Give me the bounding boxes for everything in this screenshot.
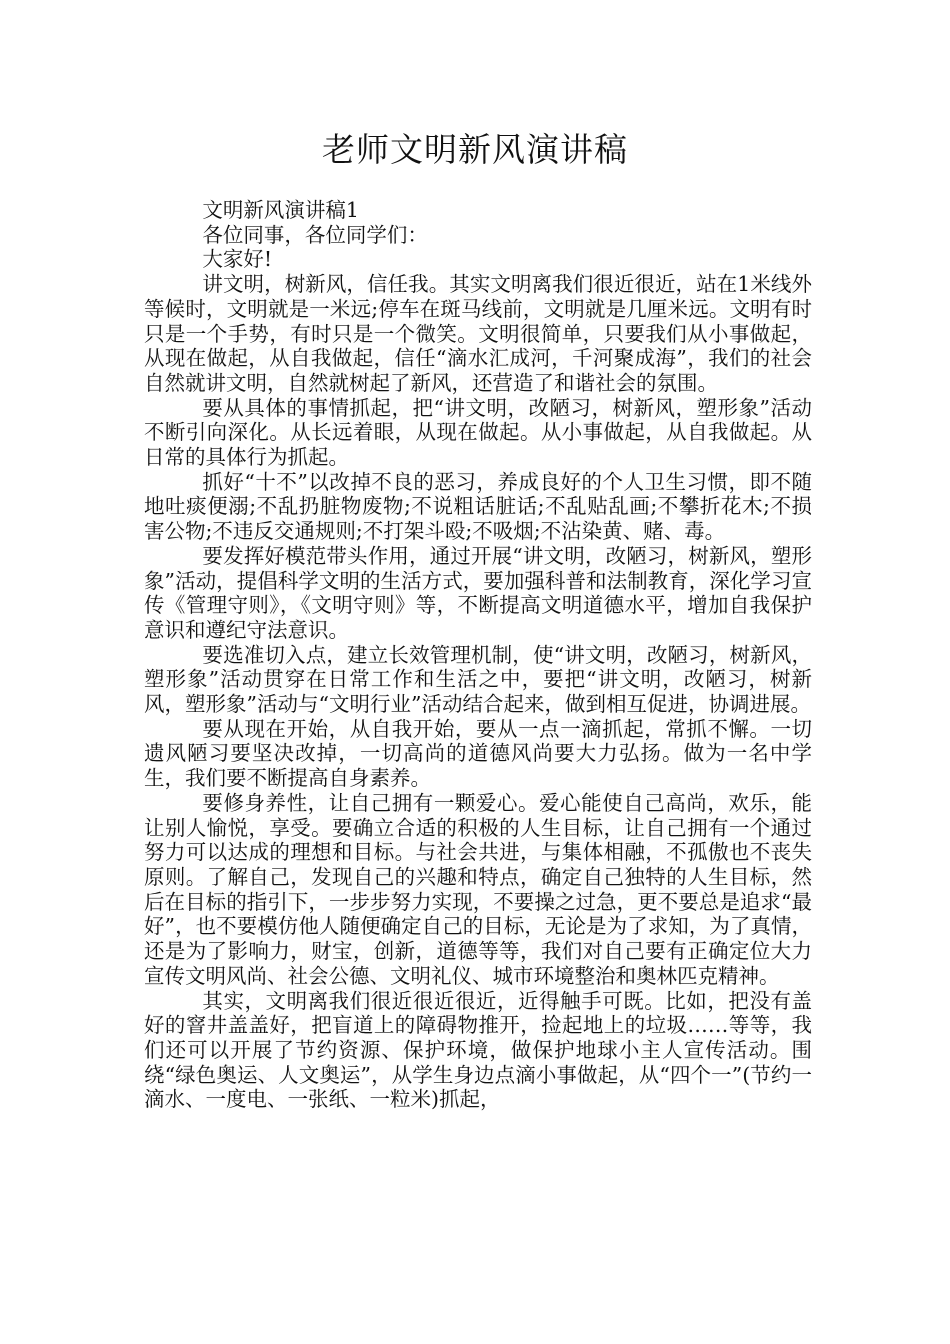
paragraph: 大家好! — [202, 247, 273, 272]
document-title: 老师文明新风演讲稿 — [322, 130, 628, 169]
paragraph: 讲文明，树新风，信任我。其实文明离我们很近很近，站在1米线外等候时，文明就是一米远;停车在斑马线前，文明就是几厘米远。文明有时只是一个手势，有时只是一个微笑。文明很简单，只要我们从小事做起，从现在做起，从自我做起，信任“滴水汇成河，千河聚成海”，我们的社会自然就讲文明，自然就树起了新风，还营造了和谐社会的氛围。 — [144, 272, 812, 395]
paragraph: 其实，文明离我们很近很近很近，近得触手可既。比如，把没有盖好的窨井盖盖好，把盲道上的障碍物推开，捡起地上的垃圾……等等，我们还可以开展了节约资源、保护环境，做保护地球小主人宣传活动。围绕“绿色奥运、人文奥运”，从学生身边点滴小事做起，从“四个一”(节约一滴水、一度电、一张纸、一粒米)抓起， — [144, 988, 812, 1112]
paragraph: 要发挥好模范带头作用，通过开展“讲文明，改陋习，树新风，塑形象”活动，提倡科学文明的生活方式，要加强科普和法制教育，深化学习宣传《管理守则》，《文明守则》等，不断提高文明道德水平，增加自我保护意识和遵纪守法意识。 — [144, 543, 812, 642]
paragraph: 要修身养性，让自己拥有一颗爱心。爱心能使自己高尚，欢乐，能让别人愉悦，享受。要确立合适的积极的人生目标，让自己拥有一个通过努力可以达成的理想和目标。与社会共进，与集体相融，不孤傲也不丧失原则。了解自己，发现自己的兴趣和特点，确定自己独特的人生目标，然后在目标的指引下，一步步努力实现，不要操之过急，更不要总是追求“最好”，也不要模仿他人随便确定自己的目标，无论是为了求知，为了真情，还是为了影响力，财宝，创新，道德等等，我们对自己要有正确定位大力宣传文明风尚、社会公德、文明礼仪、城市环境整治和奥林匹克精神。 — [144, 790, 812, 988]
paragraph: 要从现在开始，从自我开始，要从一点一滴抓起，常抓不懈。一切遗风陋习要坚决改掉，一切高尚的道德风尚要大力弘扬。做为一名中学生，我们要不断提高自身素养。 — [144, 716, 812, 791]
paragraph: 抓好“十不”以改掉不良的恶习，养成良好的个人卫生习惯，即不随地吐痰便溺;不乱扔脏物废物;不说粗话脏话;不乱贴乱画;不攀折花木;不损害公物;不违反交通规则;不打架斗殴;不吸烟;不沾染黄、赌、毒。 — [144, 469, 812, 544]
paragraph: 要从具体的事情抓起，把“讲文明，改陋习，树新风，塑形象”活动不断引向深化。从长远着眼，从现在做起。从小事做起，从自我做起。从日常的具体行为抓起。 — [144, 395, 812, 470]
document-body — [144, 198, 812, 1112]
paragraph: 要选准切入点，建立长效管理机制，使“讲文明，改陋习，树新风，塑形象”活动贯穿在日常工作和生活之中，要把“讲文明，改陋习，树新风，塑形象”活动与“文明行业”活动结合起来，做到相互促进，协调进展。 — [144, 642, 812, 717]
paragraph: 文明新风演讲稿1 — [202, 198, 359, 222]
paragraph: 各位同事，各位同学们： — [202, 222, 428, 247]
